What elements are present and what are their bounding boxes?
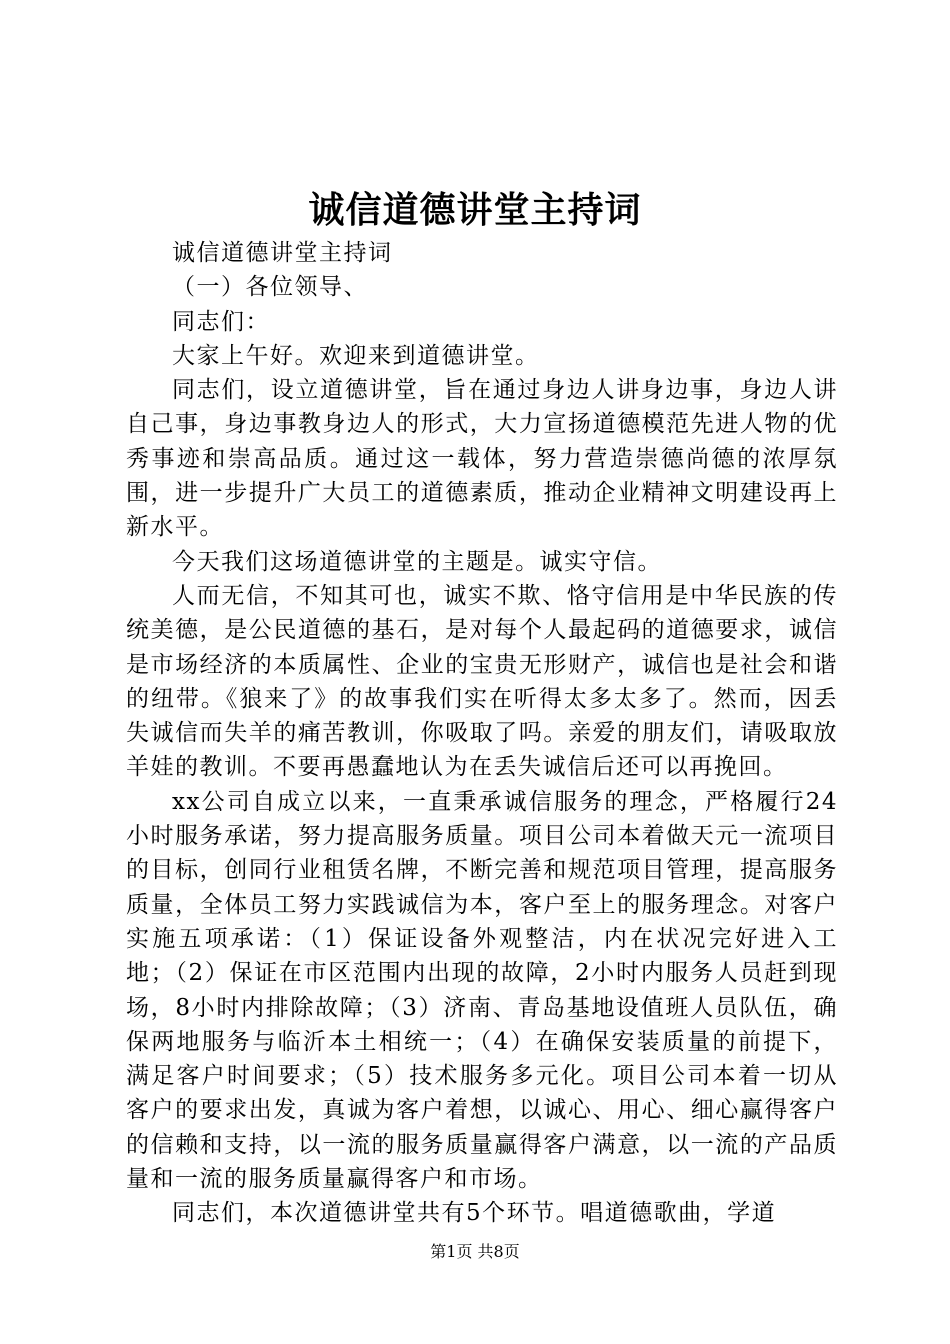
paragraph-8: xx公司自成立以来，一直秉承诚信服务的理念，严格履行24小时服务承诺，努力提高服务质量。项目公司本着做天元一流项目的目标，创同行业租赁名牌，不断完善和规范项目管理，提高服务质量，全体员工努力实践诚信为本，客户至上的服务理念。对客户实施五项承诺：（1）保证设备外观整洁，内在状况完好进入工地；（2）保证在市区范围内出现的故障，2小时内服务人员赶到现场，8小时内排除故障；（3）济南、青岛基地设值班人员队伍，确保两地服务与临沂本土相统一；（4）在确保安装质量的前提下，满足客户时间要求；（5）技术服务多元化。项目公司本着一切从客户的要求出发，真诚为客户着想，以诚心、用心、细心赢得客户的信赖和支持，以一流的服务质量赢得客户满意，以一流的产品质量和一流的服务质量赢得客户和市场。 bbox=[126, 788, 838, 1193]
paragraph-4: 大家上午好。欢迎来到道德讲堂。 bbox=[172, 342, 540, 369]
page-number-footer: 第1页 共8页 bbox=[430, 1242, 520, 1261]
paragraph-7: 人而无信，不知其可也，诚实不欺、恪守信用是中华民族的传统美德，是公民道德的基石，是对每个人最起码的道德要求，诚信是市场经济的本质属性、企业的宝贵无形财产，诚信也是社会和谐的纽带。《狼来了》的故事我们实在听得太多太多了。然而，因丢失诚信而失羊的痛苦教训，你吸取了吗。亲爱的朋友们，请吸取放羊娃的教训。不要再愚蠢地认为在丢失诚信后还可以再挽回。 bbox=[126, 582, 838, 781]
paragraph-9: 同志们，本次道德讲堂共有5个环节。唱道德歌曲，学道 bbox=[172, 1200, 777, 1227]
paragraph-3: 同志们： bbox=[172, 308, 270, 335]
paragraph-2: （一）各位领导、 bbox=[172, 274, 368, 301]
document-title: 诚信道德讲堂主持词 bbox=[308, 189, 642, 231]
document-body bbox=[126, 236, 838, 1231]
paragraph-6: 今天我们这场道德讲堂的主题是。诚实守信。 bbox=[172, 548, 662, 575]
paragraph-5: 同志们，设立道德讲堂，旨在通过身边人讲身边事，身边人讲自己事，身边事教身边人的形式，大力宣扬道德模范先进人物的优秀事迹和崇高品质。通过这一载体，努力营造崇德尚德的浓厚氛围，进一步提升广大员工的道德素质，推动企业精神文明建设再上新水平。 bbox=[126, 377, 838, 541]
paragraph-1: 诚信道德讲堂主持词 bbox=[172, 240, 393, 266]
